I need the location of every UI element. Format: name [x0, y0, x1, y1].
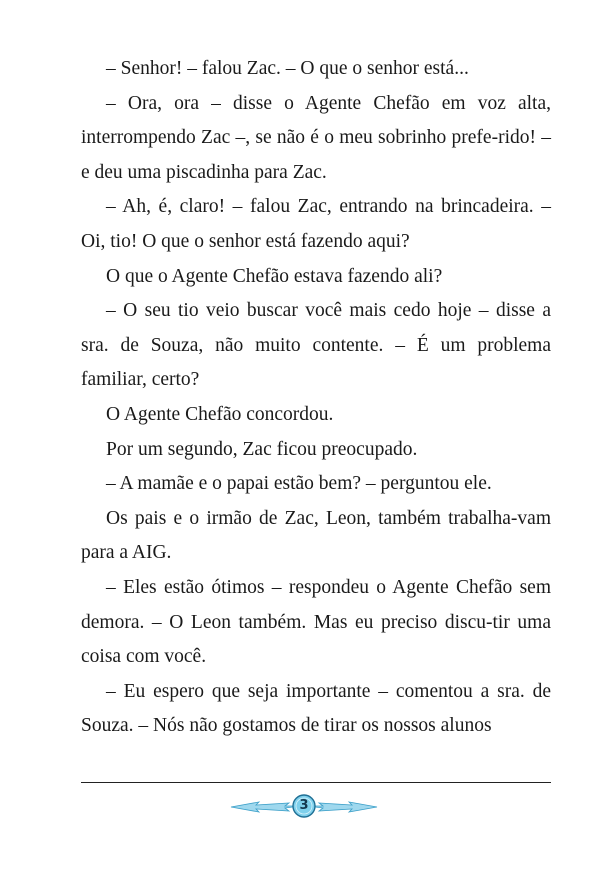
- paragraph-1: – Senhor! – falou Zac. – O que o senhor está...: [106, 58, 469, 79]
- paragraph-4: O que o Agente Chefão estava fazendo ali?: [106, 265, 443, 287]
- paragraph-7: Por um segundo, Zac ficou preocupado.: [106, 438, 418, 460]
- footer-rule: [81, 782, 551, 783]
- paragraph-10: – Eles estão ótimos – respondeu o Agente Chefão sem demora. – O Leon também. Mas eu preciso discu-tir uma coisa com você.: [81, 576, 551, 668]
- paragraph-8: – A mamãe e o papai estão bem? – perguntou ele.: [106, 473, 492, 495]
- page-number: 3: [299, 798, 309, 813]
- paragraph-9: Os pais e o irmão de Zac, Leon, também trabalha-vam para a AIG.: [81, 507, 551, 564]
- paragraph-2: – Ora, ora – disse o Agente Chefão em voz alta, interrompendo Zac –, se não é o meu sobrinho prefe-rido! – e deu uma piscadinha para Zac.: [81, 92, 551, 183]
- paragraph-5: – O seu tio veio buscar você mais cedo hoje – disse a sra. de Souza, não muito contente. – É um problema familiar, certo?: [81, 300, 551, 391]
- page-folio: [229, 789, 379, 823]
- paragraph-3: – Ah, é, claro! – falou Zac, entrando na brincadeira. – Oi, tio! O que o senhor está fazendo aqui?: [81, 196, 551, 252]
- paragraph-11: – Eu espero que seja importante – comentou a sra. de Souza. – Nós não gostamos de tirar os nossos alunos: [81, 680, 551, 737]
- paragraph-6: O Agente Chefão concordou.: [106, 403, 334, 425]
- page-text: [81, 52, 551, 744]
